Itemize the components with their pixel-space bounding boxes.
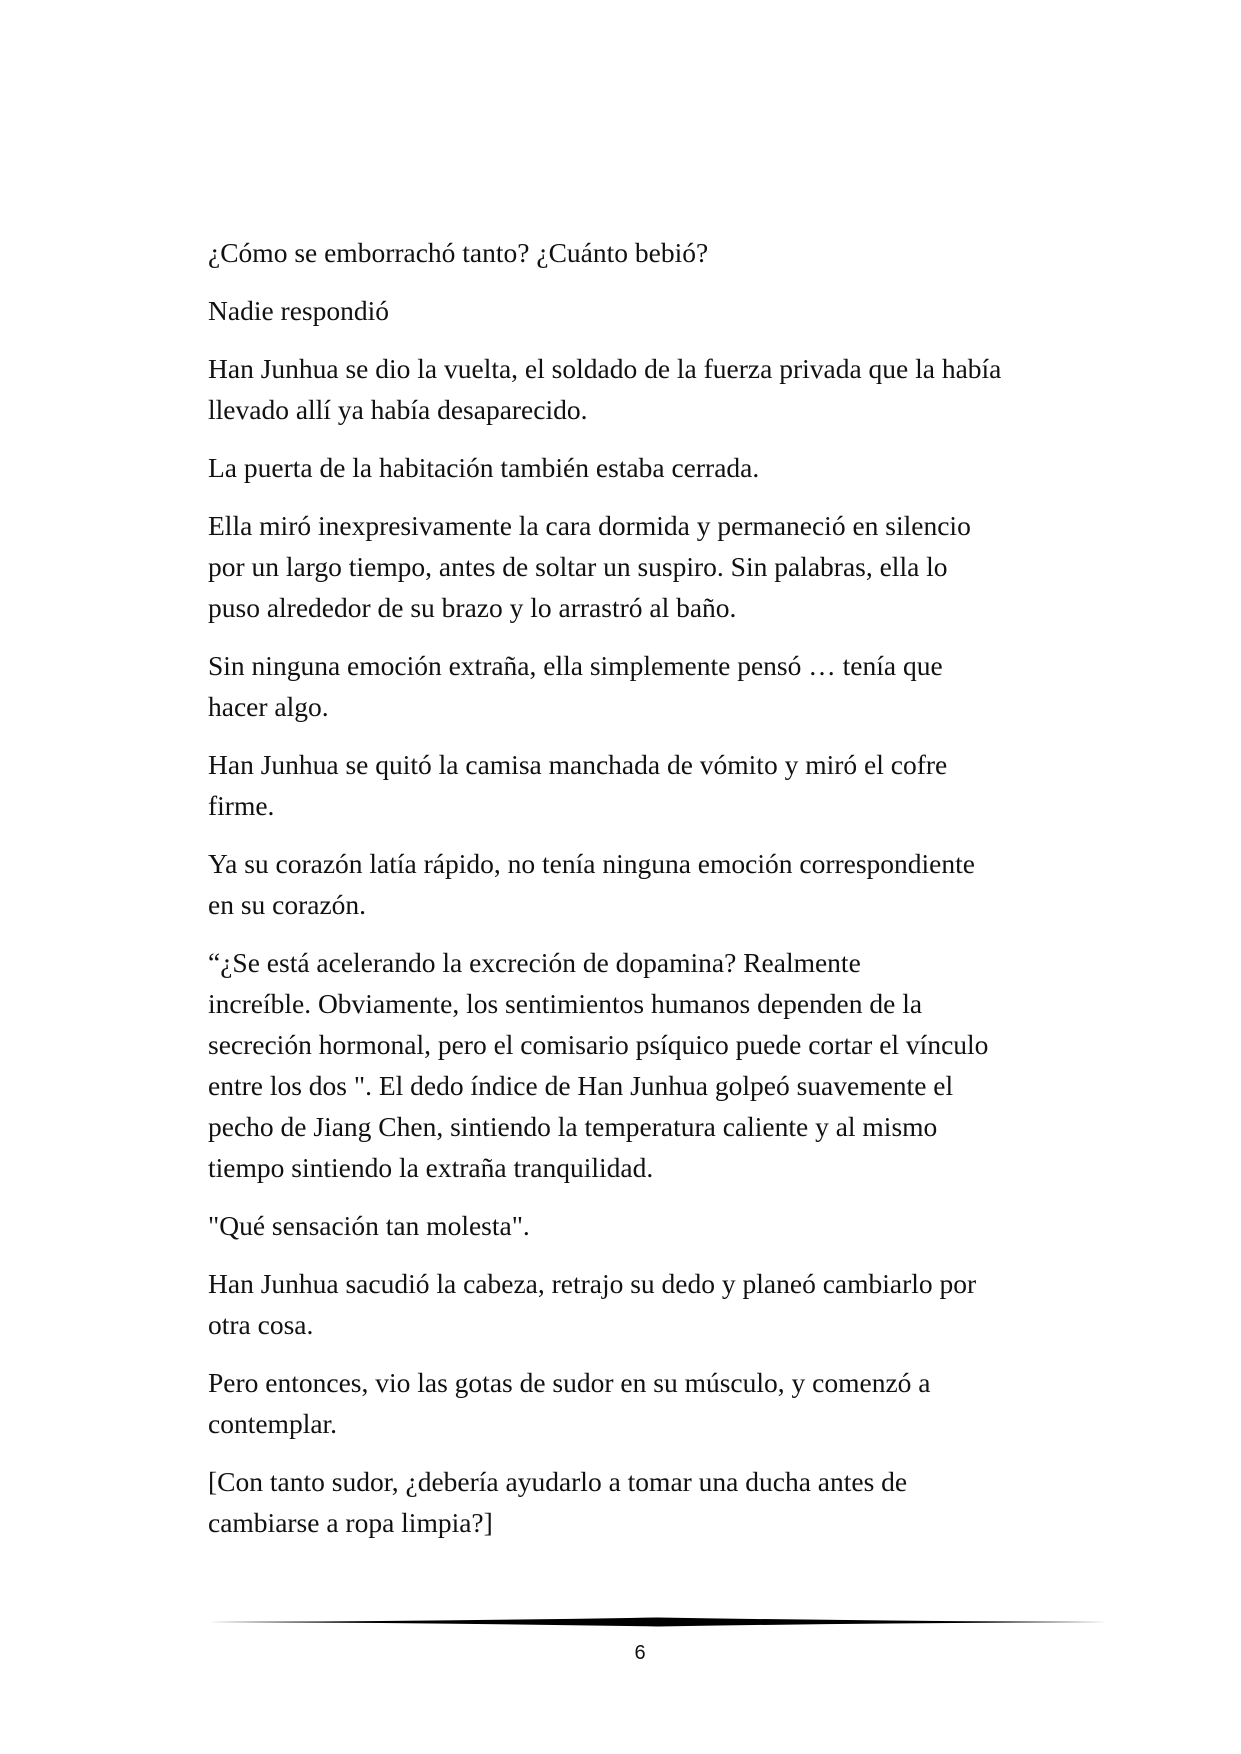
document-body bbox=[208, 232, 1078, 1560]
paragraph-3: Han Junhua se dio la vuelta, el soldado de la fuerza privada que la había llevado allí ya había desaparecido. bbox=[208, 353, 1002, 425]
page-number: 6 bbox=[634, 1642, 646, 1664]
footer-divider-swash bbox=[208, 1618, 1108, 1627]
paragraph-8: Ya su corazón latía rápido, no tenía ninguna emoción correspondiente en su corazón. bbox=[208, 848, 975, 920]
paragraph-11: Han Junhua sacudió la cabeza, retrajo su dedo y planeó cambiarlo por otra cosa. bbox=[208, 1268, 977, 1340]
paragraph-4: La puerta de la habitación también estaba cerrada. bbox=[208, 452, 760, 483]
paragraph-6: Sin ninguna emoción extraña, ella simplemente pensó … tenía que hacer algo. bbox=[208, 650, 943, 722]
paragraph-13: [Con tanto sudor, ¿debería ayudarlo a tomar una ducha antes de cambiarse a ropa limpia?] bbox=[208, 1466, 908, 1538]
footer-divider bbox=[208, 1614, 1108, 1630]
paragraph-7: Han Junhua se quitó la camisa manchada de vómito y miró el cofre firme. bbox=[208, 749, 948, 821]
paragraph-10: "Qué sensación tan molesta". bbox=[208, 1210, 530, 1241]
paragraph-12: Pero entonces, vio las gotas de sudor en su músculo, y comenzó a contemplar. bbox=[208, 1367, 931, 1439]
paragraph-5: Ella miró inexpresivamente la cara dormida y permaneció en silencio por un largo tiempo, antes de soltar un suspiro. Sin palabras, ella lo puso alrededor de su brazo y lo arrastró al baño. bbox=[208, 510, 971, 623]
paragraph-1: ¿Cómo se emborrachó tanto? ¿Cuánto bebió? bbox=[208, 237, 709, 268]
paragraph-9: “¿Se está acelerando la excreción de dopamina? Realmente increíble. Obviamente, los sentimientos humanos dependen de la secreción hormonal, pero el comisario psíquico puede cortar el vínculo entre los dos ". El dedo índice de Han Junhua golpeó suavemente el pecho de Jiang Chen, sintiendo la temperatura caliente y al mismo tiempo sintiendo la extraña tranquilidad. bbox=[208, 947, 989, 1183]
paragraph-2: Nadie respondió bbox=[208, 295, 389, 326]
